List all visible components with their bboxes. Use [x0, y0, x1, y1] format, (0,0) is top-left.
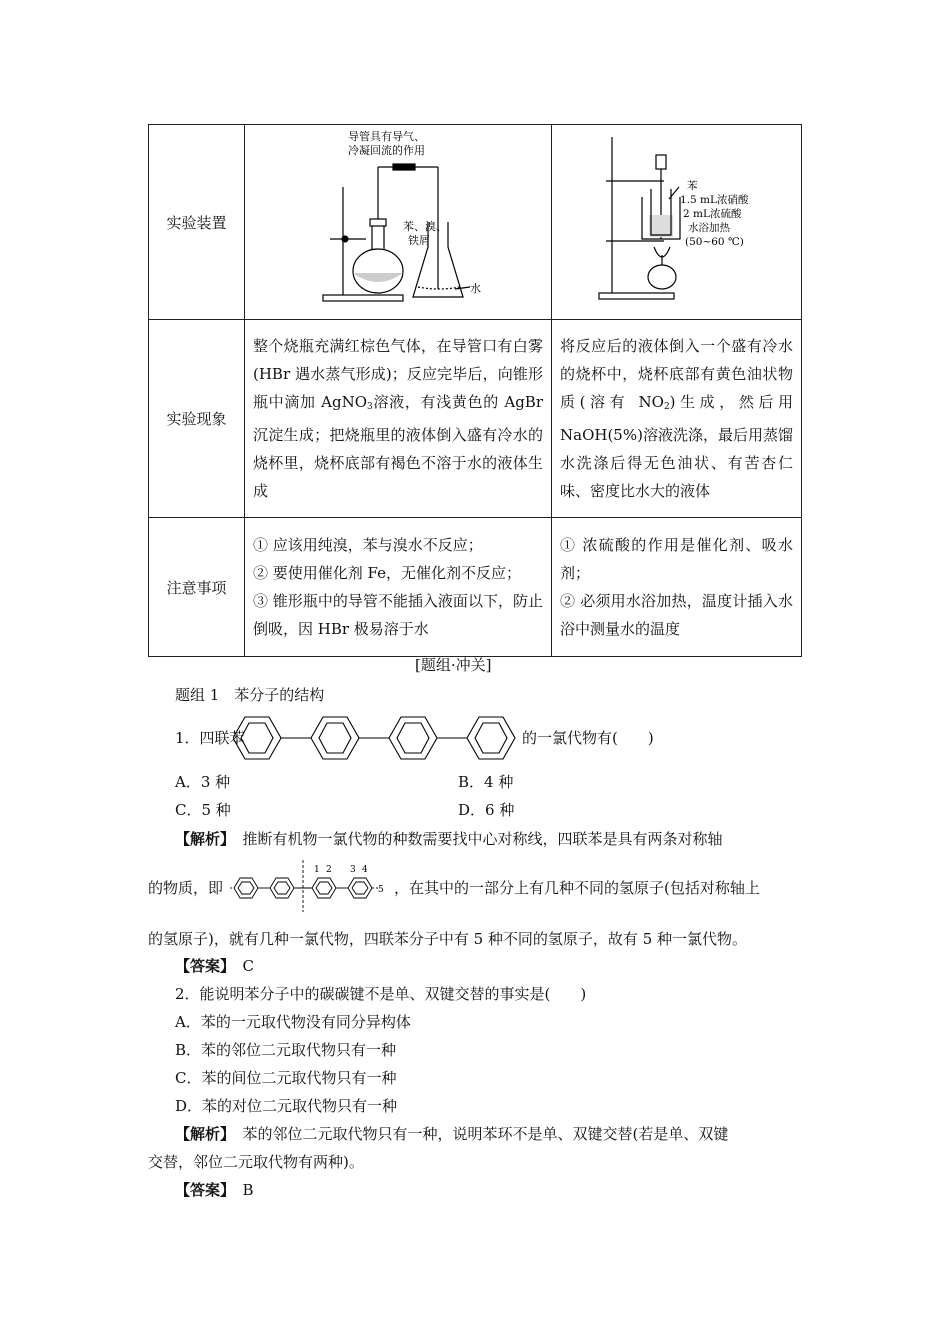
nitration-apparatus-drawing	[554, 127, 799, 317]
reagent-line1: 苯、溴、	[403, 220, 447, 233]
q2-option-d: D．苯的对位二元取代物只有一种	[175, 1097, 398, 1115]
q2-stem: 2．能说明苯分子中的碳碳键不是单、双键交替的事实是( )	[175, 985, 587, 1003]
q1-analysis-label: 【解析】	[175, 830, 228, 848]
h-label-3: 3	[350, 865, 356, 875]
note-b2: ② 要使用催化剂 Fe，无催化剂不反应；	[253, 564, 522, 582]
group-title: 题组 1 苯分子的结构	[175, 686, 325, 704]
q1-option-c: C．5 种	[175, 801, 231, 819]
label-phenomena: 实验现象	[149, 320, 245, 518]
note-b3: ③ 锥形瓶中的导管不能插入液面以下，防止倒吸，因 HBr 极易溶于水	[253, 592, 543, 638]
quaterphenyl-symmetry-figure	[230, 858, 390, 914]
q2-answer-label: 【答案】	[175, 1181, 228, 1199]
section-heading: [题组·冲关]	[415, 656, 492, 674]
q2-analysis-line2: 交替，邻位二元取代物有两种)。	[148, 1153, 364, 1171]
h-label-2: 2	[326, 865, 332, 875]
phenomena-nitration-a: 将反应后的液体倒入一个盛有冷水的烧杯中，烧杯底部有黄色油状物质(溶有 NO	[560, 337, 793, 411]
label-apparatus: 实验装置	[149, 125, 245, 320]
q1-option-b: B．4 种	[458, 773, 514, 791]
q1-analysis-line2b: ，在其中的一部分上有几种不同的氢原子(包括对称轴上	[394, 879, 760, 897]
reagent-line2: 铁屑	[408, 234, 430, 247]
q1-analysis-text1: 推断有机物一氯代物的种数需要找中心对称线，四联苯是具有两条对称轴	[242, 830, 723, 848]
q2-answer	[175, 1179, 254, 1201]
phenomena-bromination-b: 溶液，有浅黄色的 AgBr 沉淀生成；把烧瓶里的液体倒入盛有冷水的烧杯里，烧杯底部有褐色不溶于水的液体生成	[253, 393, 543, 500]
q1-analysis-line1	[175, 828, 723, 850]
q1-option-a: A．3 种	[175, 773, 231, 791]
row-notes	[149, 518, 802, 657]
q1-stem-suffix: 的一氯代物有( )	[522, 729, 654, 747]
phenomena-bromination-a: 整个烧瓶充满红棕色气体，在导管口有白雾(HBr 遇水蒸气形成)；反应完毕后，向锥形瓶中滴加 AgNO	[253, 337, 543, 411]
q1-answer-value: C	[242, 957, 255, 975]
no2-subscript: 2	[663, 402, 670, 412]
notes-bromination	[245, 518, 552, 657]
row-phenomena	[149, 320, 802, 518]
phenomena-nitration	[552, 320, 802, 518]
phenomena-bromination-text	[245, 330, 551, 507]
label-notes: 注意事项	[149, 518, 245, 657]
note-line2: 冷凝回流的作用	[348, 144, 425, 157]
experiment-table	[148, 124, 802, 657]
bromination-apparatus	[245, 125, 552, 320]
nitration-apparatus	[552, 125, 802, 320]
water-label: 水	[470, 282, 481, 295]
reagent-nitric: 1.5 mL浓硝酸	[680, 194, 749, 206]
q2-option-a: A．苯的一元取代物没有同分异构体	[175, 1013, 411, 1031]
q1-option-d: D．6 种	[458, 801, 515, 819]
h-label-1: 1	[314, 865, 320, 875]
quaterphenyl-structure	[233, 713, 518, 763]
q2-answer-value: B	[242, 1181, 254, 1199]
reagent-sulfuric: 2 mL浓硫酸	[683, 208, 742, 220]
phenomena-bromination	[245, 320, 552, 518]
q1-analysis-line2a: 的物质，即	[148, 879, 224, 897]
q1-stem-prefix: 1．四联苯	[175, 729, 245, 747]
note-line1: 导管具有导气、	[348, 130, 425, 143]
h-label-5: 5	[378, 885, 384, 895]
q1-answer	[175, 955, 254, 977]
q1-analysis-line3: 的氢原子)，就有几种一氯代物，四联苯分子中有 5 种不同的氢原子，故有 5 种一氯代物。	[148, 930, 748, 948]
notes-nitration	[552, 518, 802, 657]
notes-nitration-text	[552, 529, 801, 645]
q2-analysis-text1: 苯的邻位二元取代物只有一种，说明苯环不是单、双键交替(若是单、双键	[242, 1125, 729, 1143]
phenomena-nitration-text	[552, 330, 801, 507]
q2-option-c: C．苯的间位二元取代物只有一种	[175, 1069, 397, 1087]
row-apparatus	[149, 125, 802, 320]
phenomena-nitration-b: )生成，然后用 NaOH(5%)溶液洗涤，最后用蒸馏水洗涤后得无色油状、有苦杏仁味、密度比水大的液体	[560, 393, 793, 500]
h-label-4: 4	[362, 865, 368, 875]
note-b1: ① 应该用纯溴，苯与溴水不反应；	[253, 536, 483, 554]
note-n2: ② 必须用水浴加热，温度计插入水浴中测量水的温度	[560, 592, 793, 638]
agno3-subscript: 3	[367, 402, 373, 412]
q2-option-b: B．苯的邻位二元取代物只有一种	[175, 1041, 397, 1059]
note-n1: ① 浓硫酸的作用是催化剂、吸水剂；	[560, 536, 793, 582]
temperature-range: (50~60 ℃)	[685, 236, 744, 248]
q1-answer-label: 【答案】	[175, 957, 228, 975]
notes-bromination-text	[245, 529, 551, 645]
bromination-apparatus-drawing	[248, 127, 548, 317]
q2-analysis-label: 【解析】	[175, 1125, 228, 1143]
reagent-benzene: 苯	[687, 180, 698, 192]
water-bath-label: 水浴加热	[688, 222, 730, 234]
q2-analysis-line1	[175, 1123, 728, 1145]
